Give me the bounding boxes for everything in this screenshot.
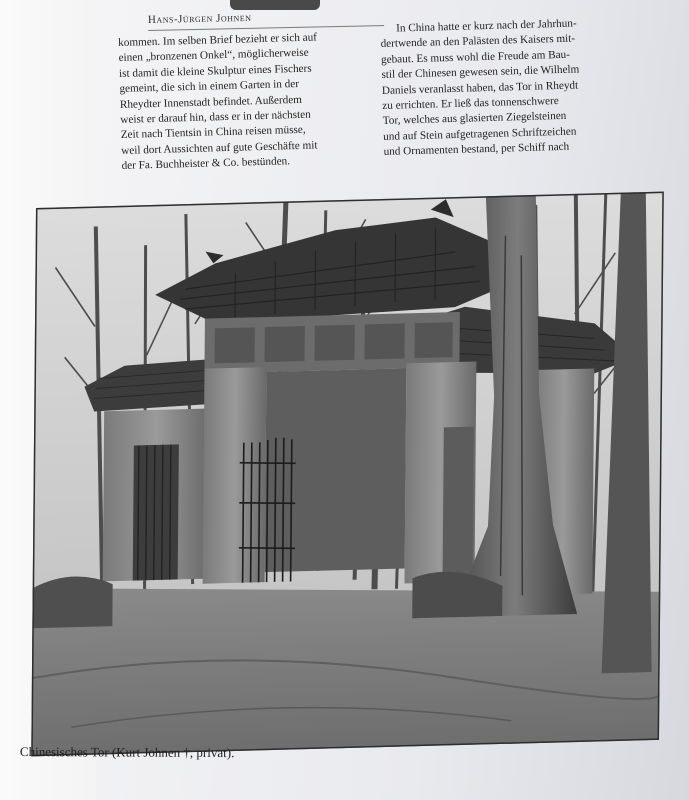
text-line: weil dort Aussichten auf gute Geschäfte mit xyxy=(121,139,318,157)
text-line: zu errichten. Er ließ das tonnenschwere xyxy=(382,95,559,112)
text-line: Daniels veranlasst haben, das Tor in Rheydt xyxy=(381,79,579,97)
text-line: und auf Stein aufgetragenen Schriftzeichen xyxy=(383,125,577,143)
text-column-right xyxy=(380,15,640,161)
gate-opening xyxy=(265,368,407,572)
text-line: In China hatte er kurz nach der Jahrhun- xyxy=(396,17,577,35)
text-line: Tor, welches aus glasierten Ziegelsteinen xyxy=(382,110,567,128)
text-line: kommen. Im selben Brief bezieht er sich auf xyxy=(118,31,318,49)
gate-pillar-left xyxy=(203,367,267,584)
chinese-gate-photo xyxy=(31,192,664,757)
text-column-left xyxy=(118,29,372,175)
text-line: weist er darauf hin, dass er in der nächsten xyxy=(120,108,311,126)
running-head: Hans-Jürgen Johnen xyxy=(148,7,384,31)
text-line: und Ornamenten bestand, per Schiff nach xyxy=(383,141,570,159)
text-line: gebaut. Es muss wohl die Freude am Bau- xyxy=(380,48,571,66)
text-line: ist damit die kleine Skulptur eines Fischers xyxy=(118,62,312,80)
text-line: Zeit nach Tientsin in China reisen müsse, xyxy=(120,124,306,142)
text-line: dertwende an den Palästen des Kaisers mit- xyxy=(380,32,576,51)
text-line: der Fa. Buchheister & Co. bestünden. xyxy=(121,155,291,173)
photo-caption: Chinesisches Tor (Kurt Johnen †, privat). xyxy=(19,744,235,761)
shrubs xyxy=(32,576,112,629)
text-line: Rheydter Innenstadt befindet. Außerdem xyxy=(119,93,303,111)
text-line: stil der Chinesen gewesen sein, die Wilhelm xyxy=(381,63,580,82)
text-line: einen „bronzenen Onkel“, möglicherweise xyxy=(118,47,309,65)
text-line: gemeint, die sich in einem Garten in der xyxy=(119,78,300,96)
